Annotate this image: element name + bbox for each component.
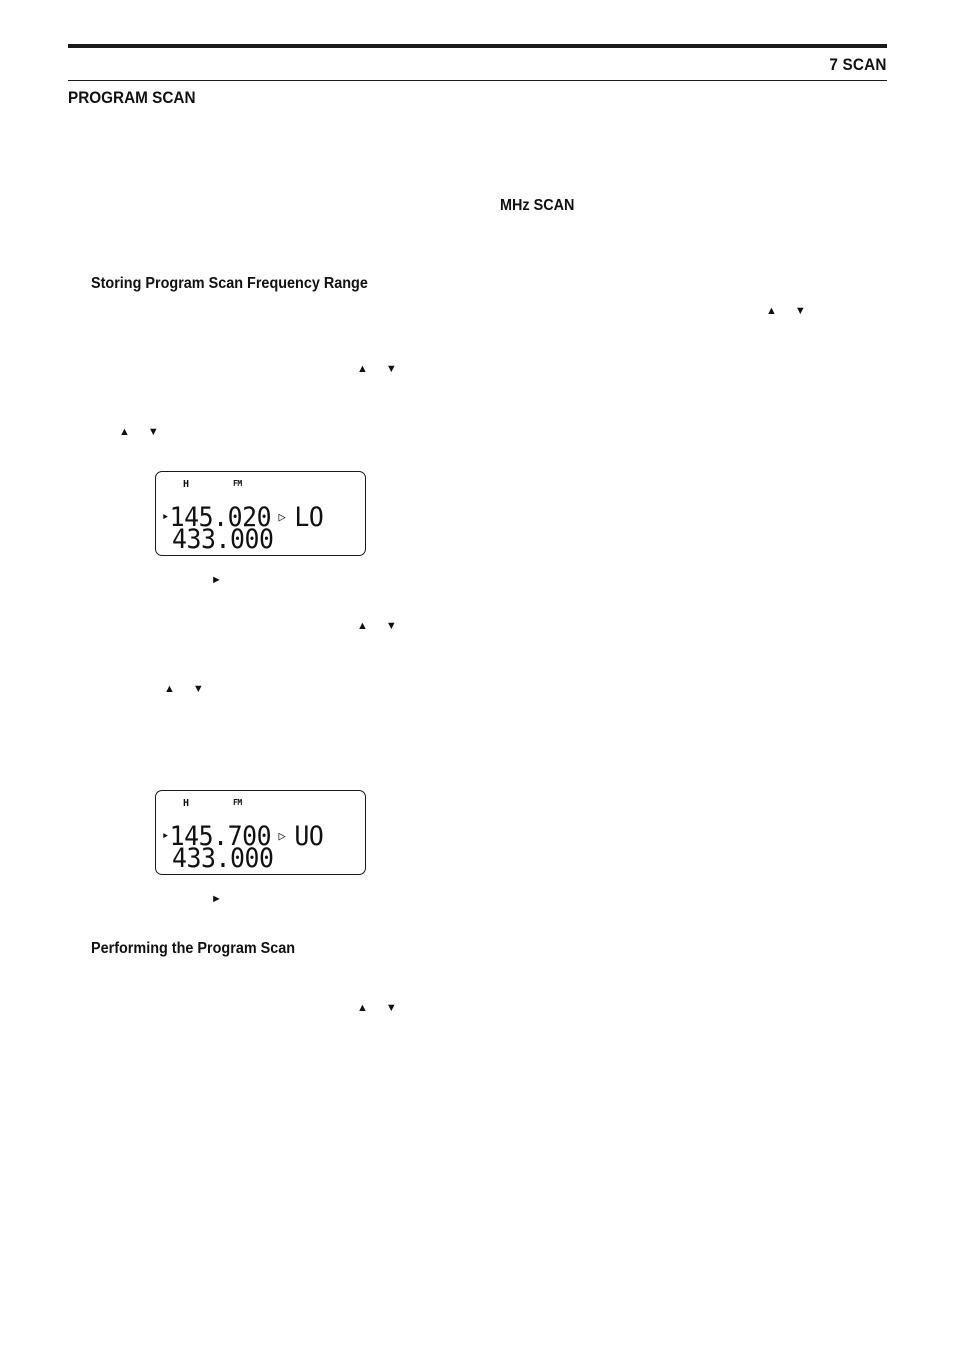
down-arrow-icon: ▼ xyxy=(147,426,159,438)
lcd-frequency-bottom: 433.000 xyxy=(172,843,274,874)
subsection-performing-title: Performing the Program Scan xyxy=(91,940,296,957)
up-down-keys-6 xyxy=(357,1002,397,1014)
up-down-keys-4 xyxy=(357,620,397,632)
lcd-display-lower-limit xyxy=(155,471,366,556)
down-arrow-icon: ▼ xyxy=(385,363,397,375)
indicator-fm: FM xyxy=(233,479,242,488)
outline-pointer-icon: ▷ xyxy=(278,510,286,525)
indicator-h: H xyxy=(183,479,190,490)
section-title: PROGRAM SCAN xyxy=(68,88,196,107)
header-rule-thin xyxy=(68,80,887,81)
up-down-keys-1 xyxy=(766,305,806,317)
lcd-mode-top: UO xyxy=(294,821,324,852)
right-arrow-icon: ► xyxy=(211,893,222,905)
chapter-title: 7 SCAN xyxy=(829,55,887,74)
indicator-fm: FM xyxy=(233,798,242,807)
subsection-storing-title: Storing Program Scan Frequency Range xyxy=(91,275,368,292)
band-pointer-icon: ▸ xyxy=(162,828,169,843)
up-arrow-icon: ▲ xyxy=(119,426,130,438)
reference-mhz-scan: MHz SCAN xyxy=(500,197,575,214)
right-arrow-icon: ► xyxy=(211,574,222,586)
up-arrow-icon: ▲ xyxy=(357,363,368,375)
up-down-keys-2 xyxy=(357,363,397,375)
down-arrow-icon: ▼ xyxy=(385,1002,397,1014)
lcd-frequency-top: 145.020 xyxy=(169,502,272,533)
lcd-frequency-top: 145.700 xyxy=(169,821,272,852)
up-arrow-icon: ▲ xyxy=(164,683,175,695)
down-arrow-icon: ▼ xyxy=(192,683,204,695)
up-down-keys-5 xyxy=(164,683,204,695)
up-arrow-icon: ▲ xyxy=(357,1002,368,1014)
up-down-keys-3 xyxy=(119,426,159,438)
outline-pointer-icon: ▷ xyxy=(278,829,286,844)
up-arrow-icon: ▲ xyxy=(357,620,368,632)
lcd-frequency-bottom: 433.000 xyxy=(172,524,274,555)
lcd-display-upper-limit xyxy=(155,790,366,875)
band-pointer-icon: ▸ xyxy=(162,509,169,524)
indicator-h: H xyxy=(183,798,190,809)
header-rule-thick xyxy=(68,44,887,48)
down-arrow-icon: ▼ xyxy=(794,305,806,317)
down-arrow-icon: ▼ xyxy=(385,620,397,632)
up-arrow-icon: ▲ xyxy=(766,305,777,317)
lcd-mode-top: LO xyxy=(294,502,324,533)
